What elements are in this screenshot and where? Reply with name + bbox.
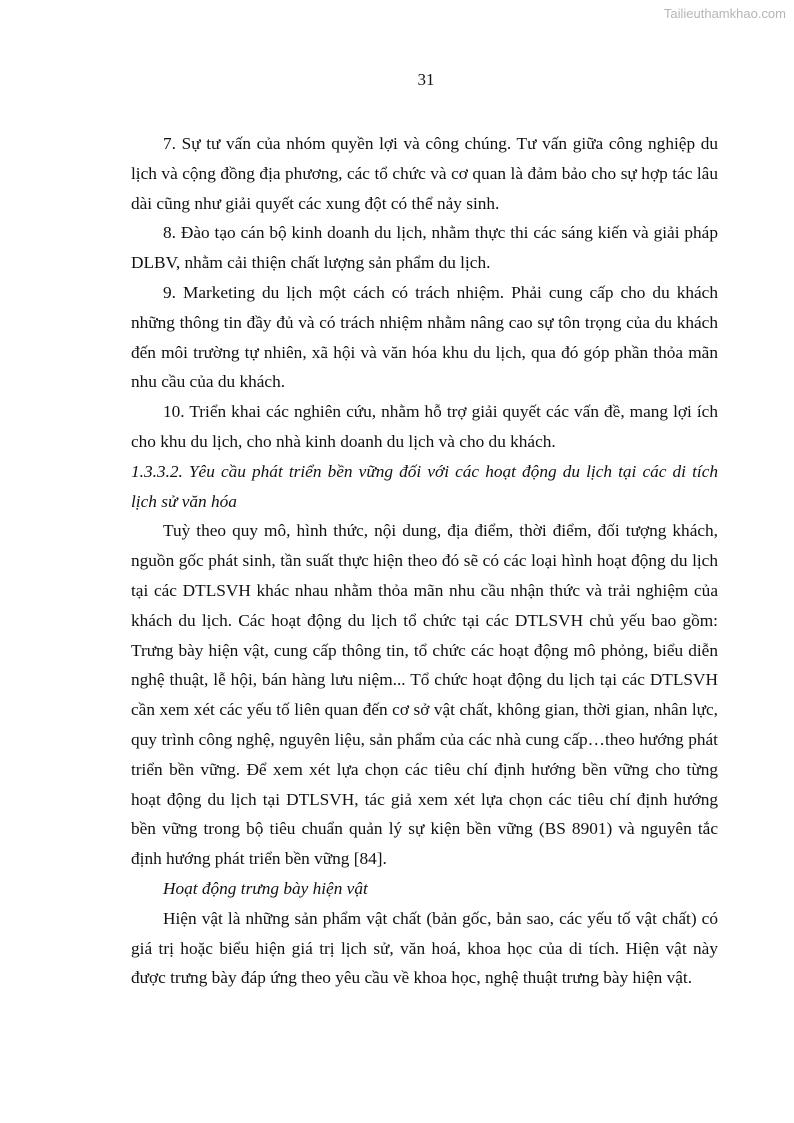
text-line: hoạt động du lịch tại DTLSVH, tác giả xem xét lựa chọn các tiêu chí định hướng <box>131 789 718 809</box>
text-line: 1.3.3.2. Yêu cầu phát triển bền vững đối với các hoạt động du lịch tại các di tích <box>131 461 718 481</box>
text-line: DLBV, nhằm cải thiện chất lượng sản phẩm du lịch. <box>131 253 491 273</box>
text-line: cho khu du lịch, cho nhà kinh doanh du lịch và cho du khách. <box>131 431 556 451</box>
paragraph <box>131 278 718 397</box>
text-line: nhu cầu của du khách. <box>131 372 286 392</box>
text-line: nghệ thuật, lễ hội, bán hàng lưu niệm... Tổ chức hoạt động du lịch tại các DTLSVH <box>131 670 718 690</box>
text-line: lịch và cộng đồng địa phương, các tổ chức và cơ quan là đảm bảo cho sự hợp tác lâu <box>131 163 718 183</box>
paragraph <box>131 129 718 218</box>
paragraph <box>131 516 718 874</box>
text-line: Trưng bày hiện vật, cung cấp thông tin, tổ chức các hoạt động mô phỏng, biểu diễn <box>131 640 718 660</box>
text-line: định hướng phát triển bền vững [84]. <box>131 849 387 869</box>
page-number: 31 <box>417 70 435 89</box>
text-line: 8. Đào tạo cán bộ kinh doanh du lịch, nhằm thực thi các sáng kiến và giải pháp <box>163 223 718 243</box>
text-line: Tuỳ theo quy mô, hình thức, nội dung, địa điểm, thời điểm, đối tượng khách, <box>163 521 718 541</box>
text-line: được trưng bày đáp ứng theo yêu cầu về khoa học, nghệ thuật trưng bày hiện vật. <box>131 968 693 988</box>
text-line: giá trị hoặc biểu hiện giá trị lịch sử, văn hoá, khoa học của di tích. Hiện vật này <box>131 938 718 958</box>
text-line: tại các DTLSVH khác nhau nhằm thỏa mãn nhu cầu nhận thức và trải nghiệm của <box>131 580 718 600</box>
text-line: quy trình công nghệ, nguyên liệu, sản phẩm của các nhà cung cấp…theo hướng phát <box>131 729 718 749</box>
paragraph <box>131 218 718 278</box>
text-line: khách du lịch. Các hoạt động du lịch tổ chức tại các DTLSVH chủ yếu bao gồm: <box>131 610 718 630</box>
text-line: Hoạt động trưng bày hiện vật <box>163 878 368 898</box>
text-line: 9. Marketing du lịch một cách có trách nhiệm. Phải cung cấp cho du khách <box>163 282 718 302</box>
text-line: đến môi trường tự nhiên, xã hội và văn hóa khu du lịch, qua đó góp phần thỏa mãn <box>131 342 718 362</box>
document-body <box>131 129 718 993</box>
section-heading <box>131 457 718 517</box>
text-line: 7. Sự tư vấn của nhóm quyền lợi và công chúng. Tư vấn giữa công nghiệp du <box>163 134 718 153</box>
text-line: 10. Triển khai các nghiên cứu, nhằm hỗ trợ giải quyết các vấn đề, mang lợi ích <box>163 402 718 422</box>
watermark: Tailieuthamkhao.com <box>663 6 786 21</box>
text-line: Hiện vật là những sản phẩm vật chất (bản gốc, bản sao, các yếu tố vật chất) có <box>163 908 718 928</box>
text-line: nguồn gốc phát sinh, tần suất thực hiện theo đó sẽ có các loại hình hoạt động du lịch <box>131 551 718 571</box>
text-line: dài cũng như giải quyết các xung đột có thể nảy sinh. <box>131 193 500 213</box>
subsection-heading <box>131 874 718 904</box>
text-line: triển bền vững. Để xem xét lựa chọn các tiêu chí định hướng bền vững cho từng <box>131 759 718 779</box>
paragraph <box>131 397 718 457</box>
text-line: những thông tin đầy đủ và có trách nhiệm nhằm nâng cao sự tôn trọng của du khách <box>131 312 718 332</box>
paragraph <box>131 904 718 993</box>
text-line: cần xem xét các yếu tố liên quan đến cơ sở vật chất, không gian, thời gian, nhân lực, <box>131 700 718 720</box>
text-line: bền vững trong bộ tiêu chuẩn quản lý sự kiện bền vững (BS 8901) và nguyên tắc <box>131 819 718 839</box>
text-line: lịch sử văn hóa <box>131 491 237 511</box>
